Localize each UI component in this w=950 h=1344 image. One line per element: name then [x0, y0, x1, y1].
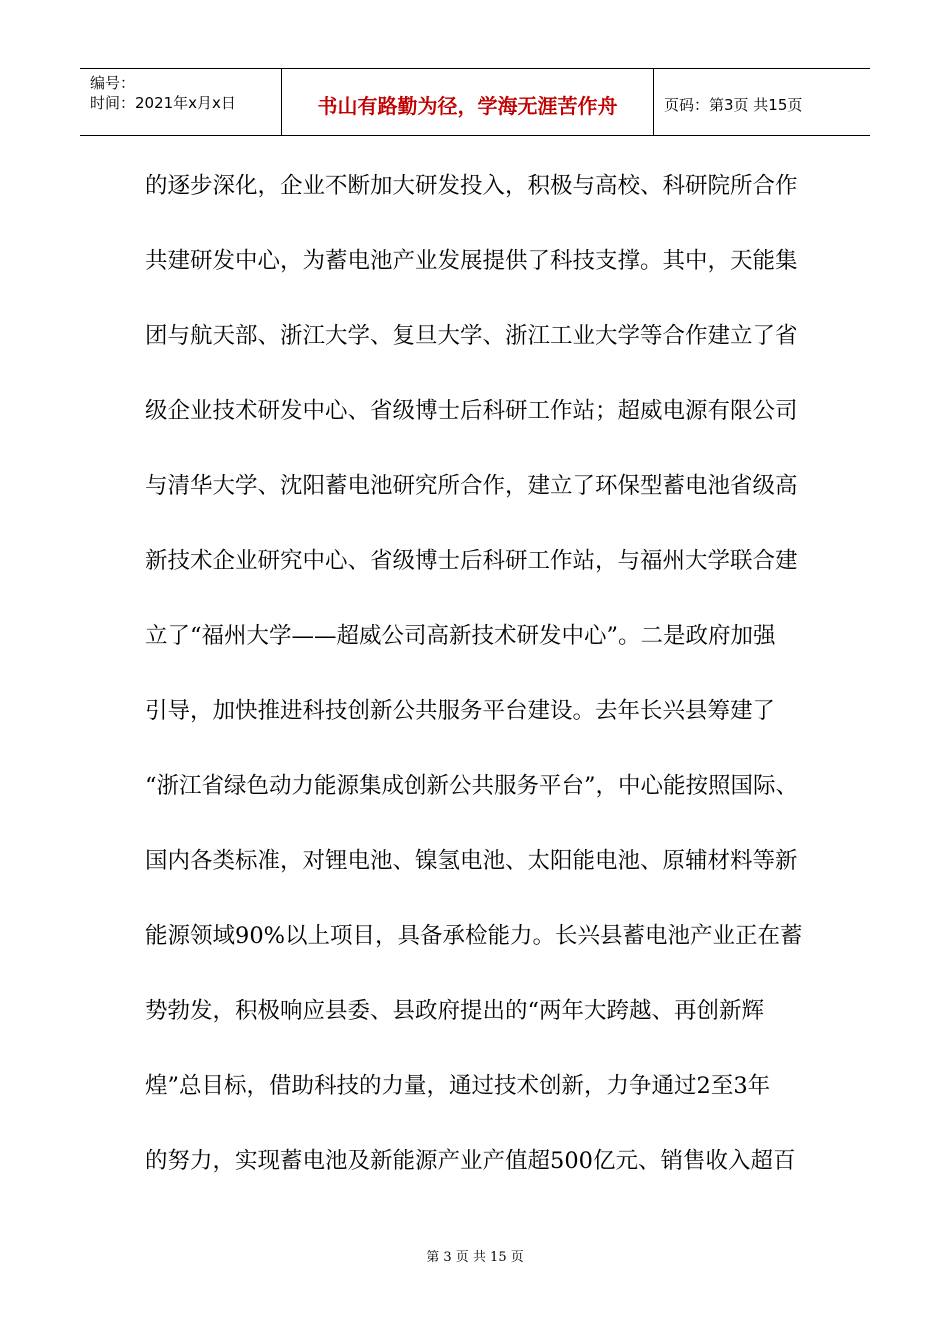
page-footer: 第 3 页 共 15 页 [426, 1250, 524, 1265]
body-line: 引导，加快推进科技创新公共服务平台建设。去年长兴县筹建了 [145, 698, 776, 724]
body-line: 立了“福州大学——超威公司高新技术研发中心”。二是政府加强 [145, 623, 776, 649]
header-motto: 书山有路勤为径，学海无涯苦作舟 [282, 69, 654, 135]
header-meta [80, 69, 282, 135]
body-line: 新技术企业研究中心、省级博士后科研工作站，与福州大学联合建 [145, 548, 798, 574]
document-number-label: 编号： [90, 74, 136, 92]
body-line: 团与航天部、浙江大学、复旦大学、浙江工业大学等合作建立了省 [145, 323, 798, 349]
body-line: 势勃发，积极响应县委、县政府提出的“两年大跨越、再创新辉 [145, 998, 765, 1024]
body-line: 的努力，实现蓄电池及新能源产业产值超500亿元、销售收入超百 [145, 1148, 796, 1174]
body-line: 的逐步深化，企业不断加大研发投入，积极与高校、科研院所合作 [145, 173, 798, 199]
document-body [145, 160, 825, 1210]
body-line: 煌”总目标，借助科技的力量，通过技术创新，力争通过2至3年 [145, 1073, 771, 1099]
body-line: 能源领域90%以上项目，具备承检能力。长兴县蓄电池产业正在蓄 [145, 923, 803, 949]
header-page-number: 页码：第3页 共15页 [664, 95, 803, 114]
body-line: “浙江省绿色动力能源集成创新公共服务平台”，中心能按照国际、 [145, 773, 799, 799]
body-line: 共建研发中心，为蓄电池产业发展提供了科技支撑。其中，天能集 [145, 248, 798, 274]
body-line: 国内各类标准，对锂电池、镍氢电池、太阳能电池、原辅材料等新 [145, 848, 798, 874]
body-line: 与清华大学、沈阳蓄电池研究所合作，建立了环保型蓄电池省级高 [145, 473, 798, 499]
page-header [80, 68, 870, 136]
body-line: 级企业技术研发中心、省级博士后科研工作站；超威电源有限公司 [145, 398, 798, 424]
document-date-label: 时间：2021年x月x日 [90, 94, 236, 112]
